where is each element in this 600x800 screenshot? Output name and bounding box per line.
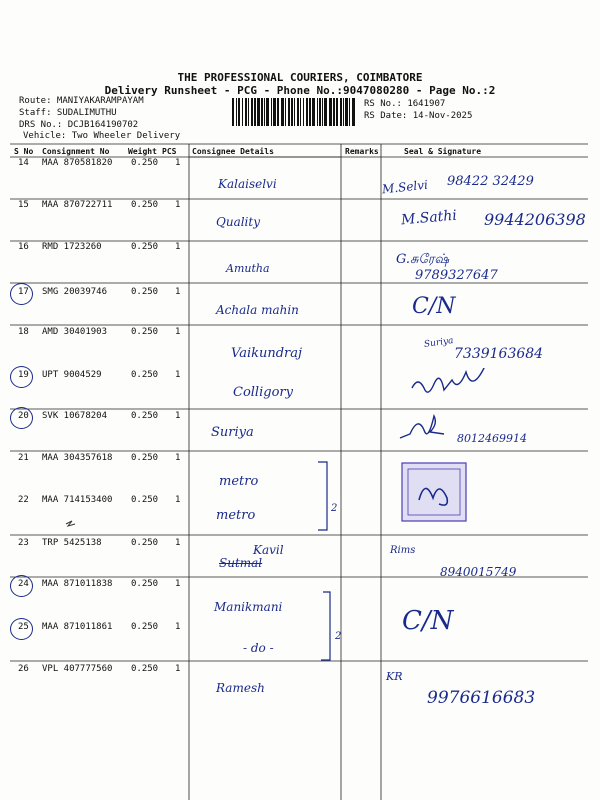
consignee-name: Achala mahin [216, 303, 299, 317]
signature-phone: 9789327647 [415, 268, 498, 283]
row-weight: 0.250 [131, 158, 159, 168]
row-pcs: 1 [175, 579, 181, 589]
signature-phone: 98422 32429 [447, 174, 534, 189]
row-weight: 0.250 [131, 622, 159, 632]
row-weight: 0.250 [131, 538, 159, 548]
cn-mark: C/N [402, 606, 454, 636]
signature-phone: 7339163684 [454, 346, 544, 362]
remarks-count: 2 [335, 631, 342, 642]
row-consignment: MAA 304357618 [42, 453, 113, 463]
row-pcs: 1 [175, 287, 181, 297]
signature-phone: 8012469914 [457, 432, 527, 445]
row-consignment: MAA 871011838 [42, 579, 113, 589]
col-sno: S No [14, 147, 34, 156]
row-pcs: 1 [175, 370, 181, 380]
company-title: THE PROFESSIONAL COURIERS, COIMBATORE [177, 71, 423, 84]
row-consignment: AMD 30401903 [42, 327, 108, 337]
row-sno: 16 [18, 242, 29, 252]
signature-phone: 9976616683 [427, 688, 536, 708]
row-sno: 26 [18, 664, 29, 674]
col-remarks: Remarks [345, 147, 379, 156]
consignee-name: Kavil [253, 543, 284, 557]
staff-label: Staff: SUDALIMUTHU [19, 108, 117, 118]
col-consignee: Consignee Details [192, 147, 274, 156]
col-seal: Seal & Signature [404, 147, 482, 156]
signature-name: Rims [390, 545, 416, 556]
row-pcs: 1 [175, 538, 181, 548]
vehicle-label: Vehicle: Two Wheeler Delivery [23, 131, 181, 141]
row-weight: 0.250 [131, 287, 159, 297]
consignee-name: metro [219, 474, 259, 489]
row-consignment: VPL 407777560 [42, 664, 113, 674]
row-pcs: 1 [175, 242, 181, 252]
row-weight: 0.250 [131, 664, 159, 674]
barcode [232, 98, 358, 126]
row-sno: 24 [18, 579, 29, 589]
row-pcs: 1 [175, 622, 181, 632]
consignee-name: Suriya [211, 425, 254, 440]
signature-name: M.Sathi [400, 207, 458, 229]
remarks-count: 2 [331, 503, 338, 514]
row-consignment: UPT 9004529 [42, 370, 102, 380]
consignee-name: Quality [216, 215, 260, 229]
signature-name: Suriya [423, 335, 455, 351]
row-consignment: MAA 870581820 [42, 158, 113, 168]
row-weight: 0.250 [131, 495, 159, 505]
consignee-name: Manikmani [214, 600, 283, 614]
row-pcs: 1 [175, 495, 181, 505]
row-weight: 0.250 [131, 411, 159, 421]
row-weight: 0.250 [131, 370, 159, 380]
seal-stamp [399, 460, 469, 524]
row-sno: 23 [18, 538, 29, 548]
signature-name: G.சுரேஷ் [396, 252, 450, 267]
consignee-name-struck: Sutmal [219, 556, 263, 570]
row-weight: 0.250 [131, 200, 159, 210]
row-pcs: 1 [175, 158, 181, 168]
row-weight: 0.250 [131, 327, 159, 337]
consignee-name: Vaikundraj [231, 346, 303, 361]
signature-scribble [408, 368, 508, 404]
signature-phone: 8940015749 [440, 565, 517, 579]
row-sno: 14 [18, 158, 29, 168]
row-weight: 0.250 [131, 242, 159, 252]
row-weight: 0.250 [131, 579, 159, 589]
consignee-name: metro [216, 508, 256, 523]
row-sno: 18 [18, 327, 29, 337]
row-pcs: 1 [175, 453, 181, 463]
row-sno: 17 [18, 287, 29, 297]
consignee-name: Amutha [226, 262, 270, 275]
col-consignment: Consignment No [42, 147, 110, 156]
signature-phone: 9944206398 [484, 210, 586, 229]
row-consignment: MAA 870722711 [42, 200, 113, 210]
row-sno: 20 [18, 411, 29, 421]
row-consignment: MAA 714153400 [42, 495, 113, 505]
row-consignment: SVK 10678204 [42, 411, 108, 421]
col-weight: Weight [128, 147, 157, 156]
drs-number: DRS No.: DCJB164190702 [19, 120, 139, 130]
rs-number: RS No.: 1641907 [364, 99, 446, 109]
col-pcs: PCS [162, 147, 177, 156]
row-consignment: TRP 5425138 [42, 538, 102, 548]
row-sno: 15 [18, 200, 29, 210]
cn-mark: C/N [412, 294, 456, 319]
row-sno: 21 [18, 453, 29, 463]
signature-name: KR [386, 670, 403, 683]
row-consignment: RMD 1723260 [42, 242, 102, 252]
row-pcs: 1 [175, 327, 181, 337]
signature-scribble [398, 412, 454, 446]
row-consignment: MAA 871011861 [42, 622, 113, 632]
row-pcs: 1 [175, 411, 181, 421]
runsheet-subtitle: Delivery Runsheet - PCG - Phone No.:9047080280 - Page No.:2 [104, 84, 496, 97]
row-sno: 22 [18, 495, 29, 505]
row-sno: 19 [18, 370, 29, 380]
row-pcs: 1 [175, 200, 181, 210]
signature-name: M.Selvi [381, 177, 429, 197]
row-pcs: 1 [175, 664, 181, 674]
consignee-name: Kalaiselvi [218, 177, 277, 191]
row-sno: 25 [18, 622, 29, 632]
row-weight: 0.250 [131, 453, 159, 463]
consignee-name: Ramesh [216, 681, 265, 695]
rs-date: RS Date: 14-Nov-2025 [364, 111, 473, 121]
consignee-name: - do - [243, 641, 274, 655]
consignee-name: Colligory [233, 385, 293, 400]
route-label: Route: MANIYAKARAMPAYAM [19, 96, 144, 106]
row-consignment: SMG 20039746 [42, 287, 108, 297]
